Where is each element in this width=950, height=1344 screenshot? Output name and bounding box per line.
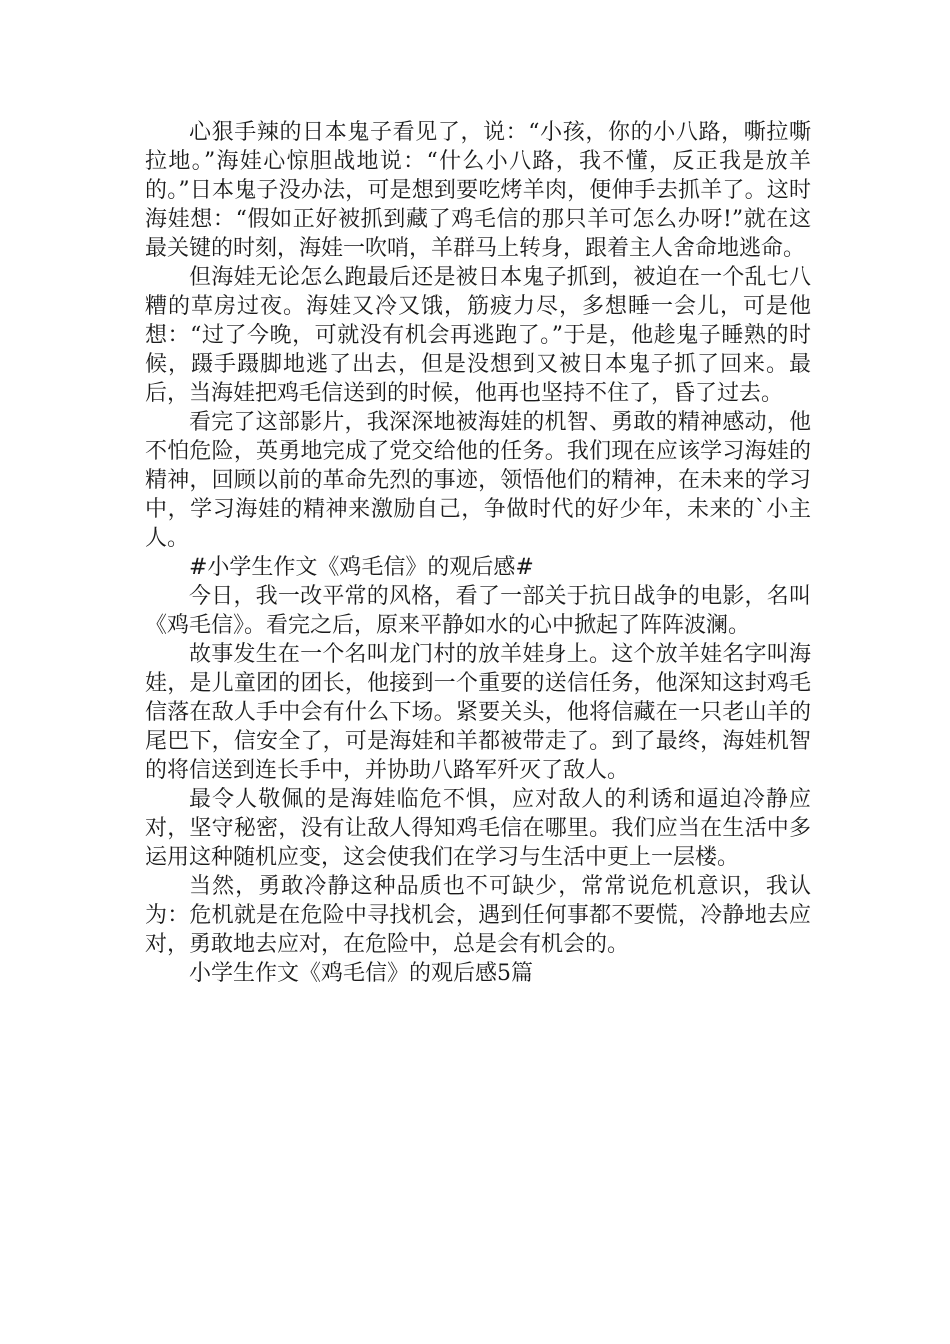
document-body <box>145 118 811 988</box>
paragraph-6: 最令人敬佩的是海娃临危不惧，应对敌人的利诱和逼迫冷静应对，坚守秘密，没有让敌人得知鸡毛信在哪里。我们应当在生活中多运用这种随机应变，这会使我们在学习与生活中更上一层楼。 <box>145 787 811 870</box>
section-heading: #小学生作文《鸡毛信》的观后感# <box>189 555 534 580</box>
paragraph-3: 看完了这部影片，我深深地被海娃的机智、勇敢的精神感动，他不怕危险，英勇地完成了党交给他的任务。我们现在应该学习海娃的精神，回顾以前的革命先烈的事迹，领悟他们的精神，在未来的学习中，学习海娃的精神来激励自己，争做时代的好少年，未来的`小主人。 <box>145 410 811 551</box>
paragraph-1: 心狠手辣的日本鬼子看见了，说：“小孩，你的小八路，嘶拉嘶拉地。”海娃心惊胆战地说：“什么小八路，我不懂，反正我是放羊的。”日本鬼子没办法，可是想到要吃烤羊肉，便伸手去抓羊了。这时海娃想：“假如正好被抓到藏了鸡毛信的那只羊可怎么办呀!”就在这最关键的时刻，海娃一吹哨，羊群马上转身，跟着主人舍命地逃命。 <box>145 120 811 261</box>
closing-line: 小学生作文《鸡毛信》的观后感5篇 <box>189 961 533 986</box>
paragraph-2: 但海娃无论怎么跑最后还是被日本鬼子抓到，被迫在一个乱七八糟的草房过夜。海娃又冷又饿，筋疲力尽，多想睡一会儿，可是他想：“过了今晚，可就没有机会再逃跑了。”于是，他趁鬼子睡熟的时候，蹑手蹑脚地逃了出去，但是没想到又被日本鬼子抓了回来。最后，当海娃把鸡毛信送到的时候，他再也坚持不住了，昏了过去。 <box>145 265 811 406</box>
paragraph-7: 当然，勇敢冷静这种品质也不可缺少，常常说危机意识，我认为：危机就是在危险中寻找机会，遇到任何事都不要慌，冷静地去应对，勇敢地去应对，在危险中，总是会有机会的。 <box>145 874 811 957</box>
paragraph-4: 今日，我一改平常的风格，看了一部关于抗日战争的电影，名叫《鸡毛信》。看完之后，原来平静如水的心中掀起了阵阵波澜。 <box>145 584 811 638</box>
paragraph-5: 故事发生在一个名叫龙门村的放羊娃身上。这个放羊娃名字叫海娃，是儿童团的团长，他接到一个重要的送信任务，他深知这封鸡毛信落在敌人手中会有什么下场。紧要关头，他将信藏在一只老山羊的尾巴下，信安全了，可是海娃和羊都被带走了。到了最终，海娃机智的将信送到连长手中，并协助八路军歼灭了敌人。 <box>145 642 811 783</box>
